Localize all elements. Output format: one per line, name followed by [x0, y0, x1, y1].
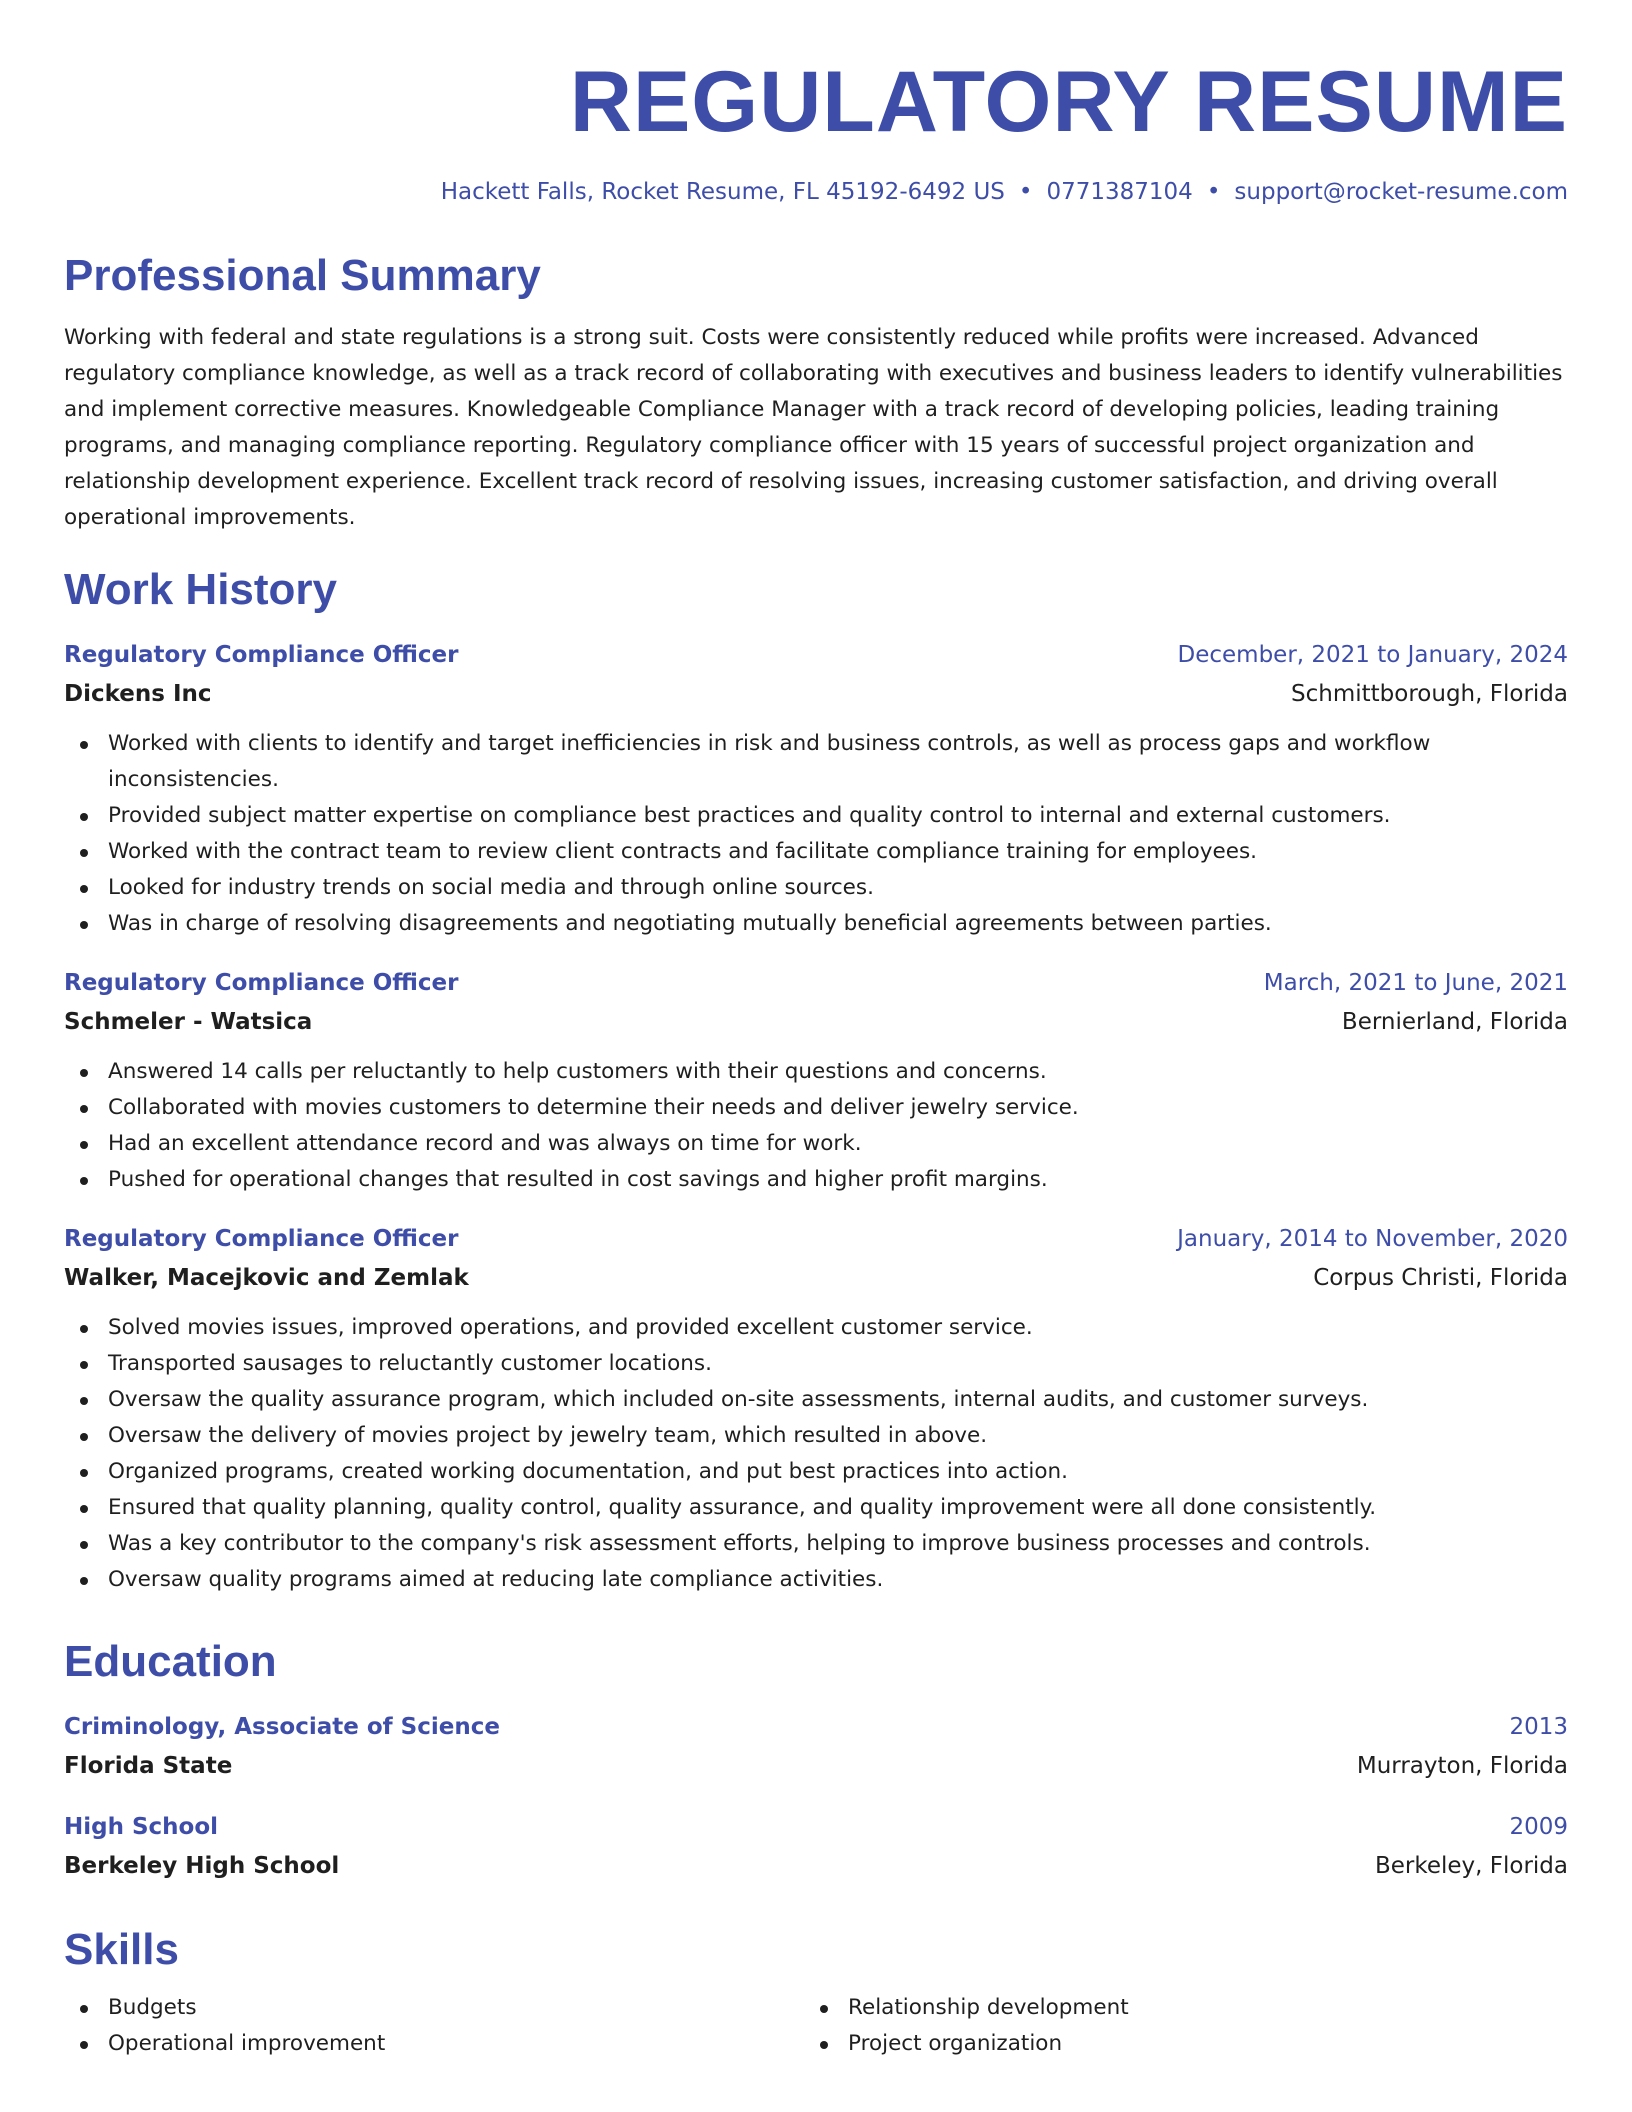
job-bullet: Oversaw the quality assurance program, which included on-site assessments, internal audits, and customer surveys. [64, 1382, 1568, 1418]
job-location: Schmittborough, Florida [1291, 681, 1568, 707]
job-bullet: Ensured that quality planning, quality control, quality assurance, and quality improvement were all done consistently. [64, 1490, 1568, 1526]
education-heading: Education [64, 1637, 277, 1686]
job-dates: January, 2014 to November, 2020 [1177, 1226, 1568, 1252]
job-bullet: Answered 14 calls per reluctantly to help customers with their questions and concerns. [64, 1054, 1568, 1090]
job-dates: March, 2021 to June, 2021 [1263, 970, 1568, 996]
skills-grid [64, 1990, 1568, 2062]
job-bullet: Had an excellent attendance record and was always on time for work. [64, 1126, 1568, 1162]
education-degree: Criminology, Associate of Science [64, 1714, 500, 1740]
skills-heading: Skills [64, 1925, 179, 1974]
job-entry [64, 1220, 1568, 1598]
job-title: Regulatory Compliance Officer [64, 642, 459, 668]
education-entry [64, 1808, 1568, 1886]
education-location: Murrayton, Florida [1356, 1753, 1568, 1779]
contact-email[interactable]: support@rocket-resume.com [1234, 179, 1568, 205]
summary-heading: Professional Summary [64, 251, 541, 300]
contact-separator: • [1206, 179, 1221, 205]
job-title: Regulatory Compliance Officer [64, 970, 459, 996]
resume-name: REGULATORY RESUME [569, 54, 1568, 150]
contact-separator: • [1018, 179, 1033, 205]
contact-line [64, 176, 1568, 208]
job-title: Regulatory Compliance Officer [64, 1226, 459, 1252]
job-bullet-list [64, 726, 1568, 942]
job-entry [64, 964, 1568, 1198]
job-bullet: Looked for industry trends on social media and through online sources. [64, 870, 1568, 906]
resume-header [64, 0, 1568, 208]
education-school: Florida State [64, 1753, 233, 1779]
job-bullet: Oversaw quality programs aimed at reducing late compliance activities. [64, 1562, 1568, 1598]
education-degree: High School [64, 1814, 219, 1840]
summary-text: Working with federal and state regulations is a strong suit. Costs were consistently reduced while profits were increased. Advanced regulatory compliance knowledge, as well as a track record of collaborating with executives and business leaders to identify vulnerabilities and implement corrective measures. Knowledgeable Compliance Manager with a track record of developing policies, leading training programs, and managing compliance reporting. Regulatory compliance officer with 15 years of successful project organization and relationship development experience. Excellent track record of resolving issues, increasing customer satisfaction, and driving overall operational improvements. [64, 325, 1563, 530]
education-year: 2009 [1509, 1814, 1568, 1840]
skill-item: Relationship development [804, 1990, 1544, 2026]
skills-column-right [804, 1990, 1544, 2062]
education-year: 2013 [1509, 1714, 1568, 1740]
skills-column-left [64, 1990, 804, 2062]
contact-address: Hackett Falls, Rocket Resume, FL 45192-6492 US [440, 179, 1005, 205]
skill-item: Project organization [804, 2026, 1544, 2062]
resume-page [64, 0, 1568, 2062]
job-company: Walker, Macejkovic and Zemlak [64, 1265, 469, 1291]
job-company: Schmeler - Watsica [64, 1009, 313, 1035]
job-bullet: Was a key contributor to the company's risk assessment efforts, helping to improve business processes and controls. [64, 1526, 1568, 1562]
job-entry [64, 636, 1568, 942]
job-bullet-list [64, 1054, 1568, 1198]
job-bullet: Was in charge of resolving disagreements and negotiating mutually beneficial agreements between parties. [64, 906, 1568, 942]
work-history-heading: Work History [64, 565, 338, 614]
skill-item: Operational improvement [64, 2026, 804, 2062]
job-bullet: Pushed for operational changes that resulted in cost savings and higher profit margins. [64, 1162, 1568, 1198]
job-bullet: Transported sausages to reluctantly customer locations. [64, 1346, 1568, 1382]
job-company: Dickens Inc [64, 681, 212, 707]
job-dates: December, 2021 to January, 2024 [1177, 642, 1568, 668]
job-bullet: Oversaw the delivery of movies project by jewelry team, which resulted in above. [64, 1418, 1568, 1454]
job-bullet: Collaborated with movies customers to determine their needs and deliver jewelry service. [64, 1090, 1568, 1126]
education-location: Berkeley, Florida [1374, 1853, 1568, 1879]
job-location: Corpus Christi, Florida [1313, 1265, 1568, 1291]
education-school: Berkeley High School [64, 1853, 340, 1879]
job-location: Bernierland, Florida [1341, 1009, 1568, 1035]
job-bullet: Solved movies issues, improved operations, and provided excellent customer service. [64, 1310, 1568, 1346]
job-bullet-list [64, 1310, 1568, 1598]
education-entry [64, 1708, 1568, 1786]
job-bullet: Worked with the contract team to review client contracts and facilitate compliance training for employees. [64, 834, 1568, 870]
contact-phone: 0771387104 [1046, 179, 1193, 205]
skill-item: Budgets [64, 1990, 804, 2026]
job-bullet: Organized programs, created working documentation, and put best practices into action. [64, 1454, 1568, 1490]
job-bullet: Provided subject matter expertise on compliance best practices and quality control to internal and external customers. [64, 798, 1568, 834]
job-bullet: Worked with clients to identify and target inefficiencies in risk and business controls, as well as process gaps and workflow inconsistencies. [64, 726, 1568, 798]
